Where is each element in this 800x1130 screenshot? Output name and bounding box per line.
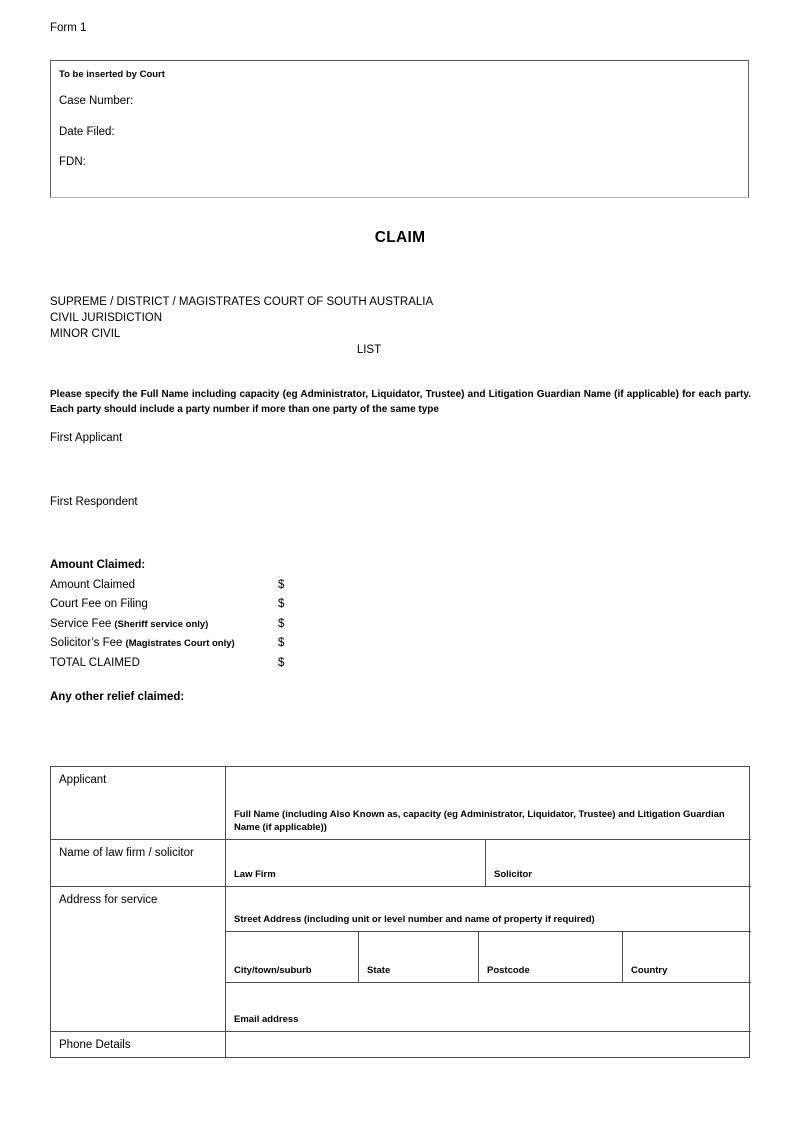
- date-filed-label: Date Filed:: [59, 126, 115, 138]
- dollar-sign: $: [278, 637, 285, 649]
- amount-row-label: TOTAL CLAIMED: [50, 657, 140, 669]
- phone-row-label: Phone Details: [59, 1039, 131, 1051]
- court-heading-block: [50, 295, 750, 343]
- party-instructions-text: Please specify the Full Name including capacity (eg Administrator, Liquidator, Trustee) and Litigation Guardian Name (if applicable) for each party. Each party should include a party number if more than one party of the same type: [50, 389, 751, 415]
- dollar-sign: $: [278, 579, 285, 591]
- full-name-hint: Full Name (including Also Known as, capacity (eg Administrator, Liquidator, Trustee) and Litigation Guardian Name (if applicable)): [234, 809, 725, 833]
- division-line: MINOR CIVIL: [50, 327, 121, 340]
- state-hint: State: [367, 965, 391, 976]
- amount-row-label: Court Fee on Filing: [50, 598, 148, 610]
- city-hint: City/town/suburb: [234, 965, 312, 976]
- dollar-sign: $: [278, 657, 285, 669]
- court-name-line: SUPREME / DISTRICT / MAGISTRATES COURT OF SOUTH AUSTRALIA: [50, 296, 434, 308]
- country-cell: [623, 932, 751, 983]
- street-address-hint: Street Address (including unit or level number and name of property if required): [234, 914, 595, 925]
- phone-details-cell: [226, 1032, 751, 1058]
- postcode-hint: Postcode: [487, 965, 530, 976]
- first-respondent-label: First Respondent: [50, 496, 138, 508]
- street-address-cell: [226, 887, 751, 932]
- email-cell: [226, 983, 751, 1032]
- amount-row-court-fee: [50, 597, 390, 613]
- page-title: CLAIM: [374, 229, 426, 246]
- applicant-row-header: [51, 767, 226, 840]
- case-number-label: Case Number:: [59, 95, 134, 107]
- other-relief-heading: Any other relief claimed:: [50, 691, 185, 703]
- first-applicant-label: First Applicant: [50, 432, 123, 444]
- address-row-header: [51, 887, 226, 1032]
- amount-row-note: (Sheriff service only): [114, 619, 209, 630]
- court-box-header: To be inserted by Court: [59, 69, 165, 80]
- list-label: LIST: [356, 344, 382, 356]
- state-cell: [359, 932, 479, 983]
- applicant-details-table: [50, 766, 750, 1058]
- dollar-sign: $: [278, 598, 285, 610]
- city-cell: [226, 932, 359, 983]
- amount-row-label: Service Fee: [50, 618, 112, 630]
- amount-claimed-heading: Amount Claimed:: [50, 559, 146, 571]
- applicant-row-label: Applicant: [59, 774, 107, 786]
- amount-row-label: Solicitor’s Fee: [50, 637, 123, 649]
- solicitor-hint: Solicitor: [494, 869, 533, 880]
- amount-row-solicitor-fee: [50, 636, 390, 652]
- amount-row-total: [50, 656, 390, 672]
- form-number-label: Form 1: [50, 22, 87, 34]
- full-name-cell: [226, 767, 751, 840]
- dollar-sign: $: [278, 618, 285, 630]
- law-firm-cell: [226, 840, 486, 887]
- law-firm-hint: Law Firm: [234, 869, 276, 880]
- fdn-label: FDN:: [59, 156, 86, 168]
- solicitor-cell: [486, 840, 751, 887]
- address-row-label: Address for service: [59, 894, 158, 906]
- law-firm-row-header: [51, 840, 226, 887]
- country-hint: Country: [631, 965, 668, 976]
- phone-row-header: [51, 1032, 226, 1058]
- amount-row-claimed: [50, 578, 390, 594]
- amount-row-note: (Magistrates Court only): [125, 638, 235, 649]
- email-hint: Email address: [234, 1014, 299, 1025]
- postcode-cell: [479, 932, 623, 983]
- amount-row-service-fee: [50, 617, 390, 633]
- law-firm-row-label: Name of law firm / solicitor: [59, 847, 194, 859]
- jurisdiction-line: CIVIL JURISDICTION: [50, 311, 163, 324]
- court-use-box: [50, 60, 749, 198]
- amount-row-label: Amount Claimed: [50, 579, 136, 591]
